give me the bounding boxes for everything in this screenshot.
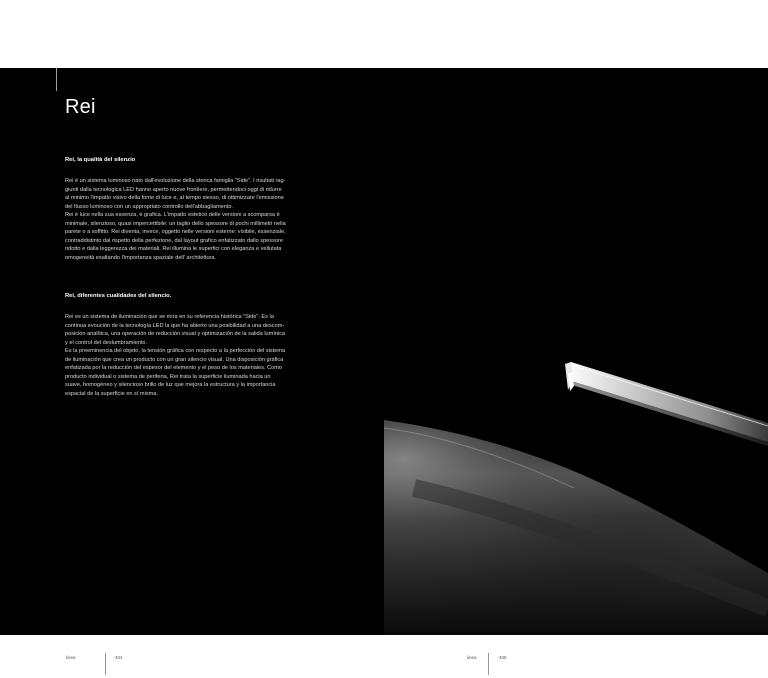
- italian-heading: Rei, la qualità del silenzio: [65, 157, 136, 163]
- spanish-section: [65, 292, 330, 398]
- page-title: Rei: [65, 96, 96, 118]
- footer-left-brand: linea: [66, 655, 76, 660]
- right-page-photo: [384, 68, 768, 635]
- italian-body: Rei è un sistema luminoso nato dall'evoluzione della storica famiglia "Side". I risultati rag- giunti dalla tecnologica LED hanno aperto nuove frontiere, permettendoci oggi di ridurre al minimo l'impatto visivo della fonte di luce e, al tempo stesso, di ottimizzare l'emissione del flusso luminoso con un appropriato controllo dell'abbagliamento. Rei è luce nella sua essenza, è grafica. L'impatto estetico delle versioni a scomparsa è minimale, silenzioso, quasi impercettibile: un taglio dello spessore di pochi millimetri nella parete o a soffitto. Rei diventa, invece, oggetto nelle versioni esterne: visibile, essenziale, contraddistinto dal rispetto della perfezione, dal layout grafico enfatizzato dallo spessore ridotto e dalla leggerezza dei materiali. Rei illumina le superfici con eleganza e vellutata omogeneità esaltando l'importanza spaziale dell' architettura.: [65, 178, 286, 261]
- footer-right-brand: linea: [467, 655, 477, 660]
- top-rule: [56, 68, 57, 91]
- footer-right-page-number: 405: [499, 655, 507, 660]
- page-footer: [0, 636, 768, 678]
- spanish-heading: Rei, diferentes cualidades del silencio.: [65, 293, 172, 299]
- spanish-body: Rei es un sistema de iluminación que se mira en su referencia histórica "Side". Es la continua evoución de la tecnología LED la que ha abierto una posibilidad a una descom- posición analítica, una operación de reducción visual y optimización de la salida lumínica y el control del deslumbramiento. Es la preeminencia del objeto, la tensión gráfica con respecto a la perfección del sistema de iluminación que crea un producto con un gran silencio visual. Una disposición gráfica enfatizada por la reducción del espesor del elemento y el peso de los materiales. Como producto individual o sistema de periferia, Rei trata la superficie iluminada hacia un suave, homogéneo y silencioso brillo de luz que mejora la estructura y la importancia espacial de la superficie en sí misma.: [65, 314, 286, 397]
- footer-right-rule: [488, 653, 489, 675]
- left-page: [0, 68, 384, 635]
- italian-section: [65, 156, 330, 262]
- footer-left-rule: [105, 653, 106, 675]
- catalog-spread: [0, 68, 768, 635]
- footer-left-page-number: 404: [115, 655, 123, 660]
- lamp-photo: [384, 68, 768, 635]
